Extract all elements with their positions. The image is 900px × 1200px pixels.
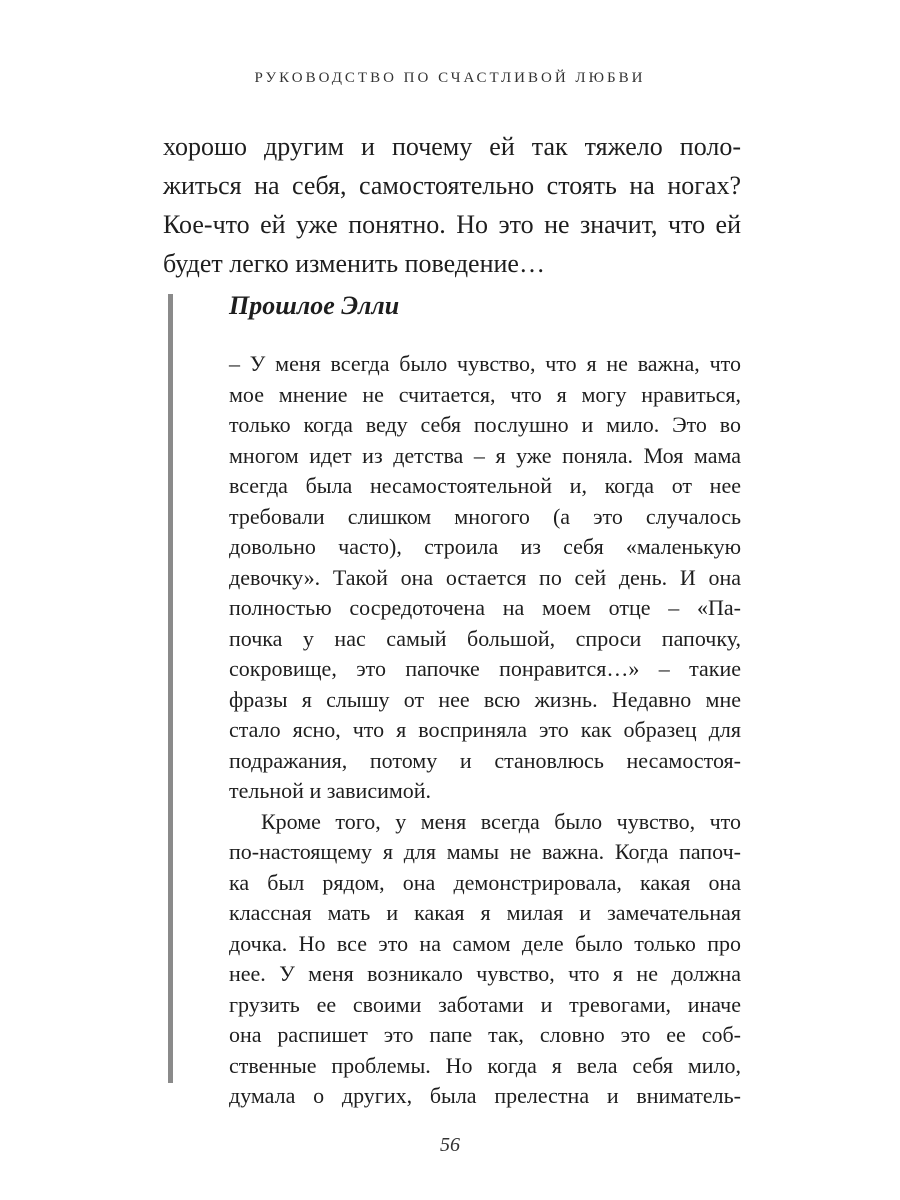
text-line: полностью сосредоточена на моем отце – «Па- bbox=[229, 595, 741, 620]
text-line: сокровище, это папочке понравится…» – такие bbox=[229, 656, 741, 681]
text-line: девочку». Такой она остается по сей день. И она bbox=[229, 564, 741, 590]
text-line: Кроме того, у меня всегда было чувство, что bbox=[261, 808, 741, 834]
text-line: нее. У меня возникало чувство, что я не должна bbox=[229, 961, 741, 986]
text-line: Кое-что ей уже понятно. Но это не значит, что ей bbox=[163, 210, 741, 239]
text-line: она распишет это папе так, словно это ее соб- bbox=[229, 1022, 741, 1047]
text-line: мое мнение не считается, что я могу нравиться, bbox=[229, 381, 741, 407]
text-line: ка был рядом, она демонстрировала, какая она bbox=[229, 869, 741, 895]
text-line: многом идет из детства – я уже поняла. Моя мама bbox=[229, 442, 741, 468]
text-line: только когда веду себя послушно и мило. Это во bbox=[229, 412, 741, 437]
text-line: думала о других, была прелестна и вниматель- bbox=[229, 1083, 741, 1108]
text-line: грузить ее своими заботами и тревогами, иначе bbox=[229, 991, 741, 1017]
text-line: по-настоящему я для мамы не важна. Когда папоч- bbox=[229, 839, 741, 864]
text-line: ственные проблемы. Но когда я вела себя мило, bbox=[229, 1052, 741, 1078]
text-line: будет легко изменить поведение… bbox=[163, 249, 545, 278]
text-line: тельной и зависимой. bbox=[229, 778, 432, 803]
text-line: почка у нас самый большой, спроси папочку, bbox=[229, 625, 741, 651]
text-line: дочка. Но все это на самом деле было только про bbox=[229, 930, 741, 956]
text-line: хорошо другим и почему ей так тяжело поло- bbox=[163, 132, 741, 161]
intro-paragraph bbox=[163, 127, 741, 283]
text-line: стало ясно, что я восприняла это как образец для bbox=[229, 717, 741, 742]
box-text bbox=[229, 349, 741, 1112]
text-line: классная мать и какая я милая и замечательная bbox=[229, 900, 741, 925]
text-line: фразы я слышу от нее всю жизнь. Недавно мне bbox=[229, 686, 741, 712]
page-number: 56 bbox=[440, 1134, 460, 1156]
box-title: Прошлое Элли bbox=[229, 291, 400, 320]
text-line: всегда была несамостоятельной и, когда от нее bbox=[229, 473, 741, 498]
text-line: – У меня всегда было чувство, что я не важна, что bbox=[229, 351, 741, 376]
text-line: требовали слишком многого (а это случалось bbox=[229, 503, 741, 529]
running-head: РУКОВОДСТВО ПО СЧАСТЛИВОЙ ЛЮБВИ bbox=[254, 70, 646, 86]
text-line: житься на себя, самостоятельно стоять на ногах? bbox=[163, 171, 741, 200]
sidebar-rule bbox=[168, 294, 173, 1083]
text-line: довольно часто), строила из себя «маленькую bbox=[229, 534, 741, 559]
text-line: подражания, потому и становлюсь несамостоя- bbox=[229, 747, 741, 773]
